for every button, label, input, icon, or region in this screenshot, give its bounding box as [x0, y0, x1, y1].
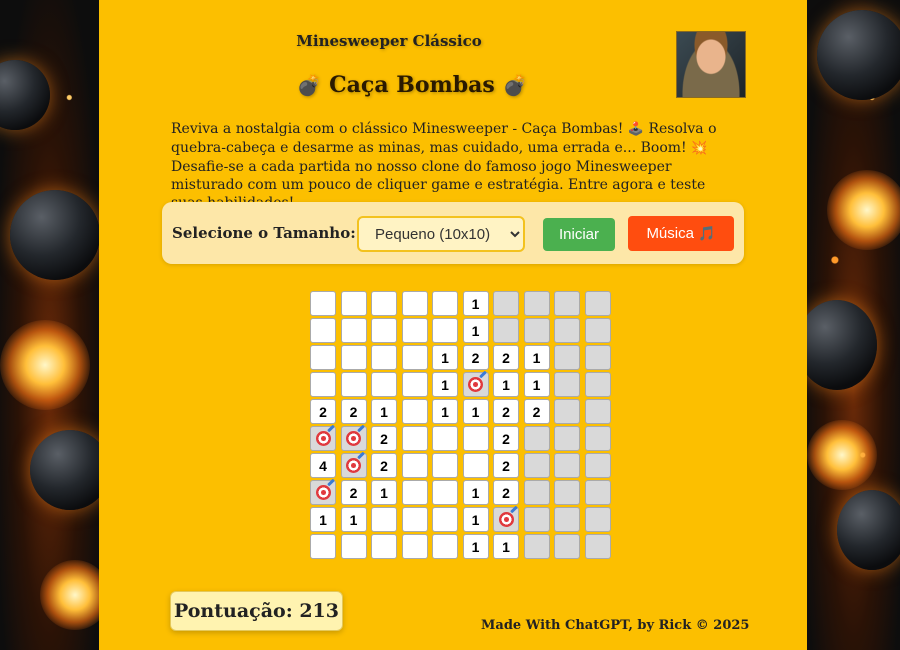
board-cell-number[interactable]: 2 — [371, 426, 397, 451]
board-cell-empty[interactable] — [402, 480, 428, 505]
board-cell-closed[interactable] — [524, 426, 550, 451]
board-cell-empty[interactable] — [371, 318, 397, 343]
board-cell-closed[interactable] — [585, 453, 611, 478]
board-cell-number[interactable]: 1 — [432, 345, 458, 370]
explosion-icon: 💥 — [691, 141, 708, 156]
board-cell-empty[interactable] — [310, 534, 336, 559]
board-cell-number[interactable]: 1 — [524, 372, 550, 397]
board-cell-closed[interactable] — [585, 399, 611, 424]
bomb-icon: 💣 — [502, 73, 528, 97]
board-cell-empty[interactable] — [310, 345, 336, 370]
board-cell-empty[interactable] — [402, 507, 428, 532]
board-cell-number[interactable]: 1 — [463, 291, 489, 316]
board-cell-empty[interactable] — [432, 480, 458, 505]
bomb-image — [837, 490, 900, 570]
board-cell-closed[interactable] — [524, 507, 550, 532]
board-cell-closed[interactable] — [554, 345, 580, 370]
footer-credit: Made With ChatGPT, by Rick © 2025 — [481, 618, 750, 633]
board-cell-empty[interactable] — [463, 426, 489, 451]
bomb-icon: 💣 — [296, 73, 322, 97]
board-cell-empty[interactable] — [402, 534, 428, 559]
board-cell-empty[interactable] — [341, 534, 367, 559]
board-cell-closed[interactable] — [585, 426, 611, 451]
board-cell-number[interactable]: 2 — [493, 480, 519, 505]
board-cell-closed[interactable] — [524, 534, 550, 559]
description-text: Desafie-se a cada partida no nosso clone do famoso jogo Minesweeper misturado com um pouco de cliquer game e estratégia. Entre agora e teste — [171, 159, 706, 193]
board-cell-empty[interactable] — [402, 291, 428, 316]
start-button[interactable]: Iniciar — [543, 218, 615, 251]
board-cell-number[interactable]: 2 — [524, 399, 550, 424]
board-cell-closed[interactable] — [554, 534, 580, 559]
board-cell-number[interactable]: 2 — [371, 453, 397, 478]
board-cell-closed[interactable] — [554, 291, 580, 316]
explosion-image — [807, 420, 877, 490]
bomb-image — [807, 300, 877, 390]
music-note-icon: 🎵 — [698, 226, 716, 242]
board-cell-number[interactable]: 1 — [524, 345, 550, 370]
board-cell-empty[interactable] — [341, 318, 367, 343]
target-flag-icon — [346, 431, 361, 446]
board-cell-number[interactable]: 1 — [371, 480, 397, 505]
game-board — [310, 291, 615, 563]
board-cell-empty[interactable] — [432, 507, 458, 532]
board-cell-closed[interactable] — [554, 480, 580, 505]
board-cell-number[interactable]: 1 — [310, 507, 336, 532]
board-cell-number[interactable]: 2 — [310, 399, 336, 424]
board-cell-empty[interactable] — [371, 291, 397, 316]
size-select[interactable] — [357, 216, 525, 252]
board-cell-closed[interactable] — [585, 507, 611, 532]
board-cell-closed[interactable] — [524, 291, 550, 316]
board-cell-empty[interactable] — [371, 372, 397, 397]
board-cell-number[interactable]: 1 — [463, 480, 489, 505]
bomb-image — [0, 60, 50, 130]
board-cell-empty[interactable] — [371, 534, 397, 559]
score-display: Pontuação: 213 — [170, 591, 343, 631]
explosion-image — [0, 320, 90, 410]
target-flag-icon — [316, 485, 331, 500]
music-button-label: Música — [646, 225, 694, 242]
board-cell-empty[interactable] — [432, 426, 458, 451]
page-title — [99, 72, 725, 98]
board-cell-closed[interactable] — [554, 453, 580, 478]
bomb-image — [10, 190, 99, 280]
board-cell-empty[interactable] — [432, 291, 458, 316]
board-cell-number[interactable]: 1 — [432, 399, 458, 424]
board-cell-empty[interactable] — [371, 507, 397, 532]
target-flag-icon — [346, 458, 361, 473]
board-cell-closed[interactable] — [524, 453, 550, 478]
board-cell-empty[interactable] — [371, 345, 397, 370]
board-cell-closed[interactable] — [554, 318, 580, 343]
board-cell-empty[interactable] — [402, 399, 428, 424]
board-cell-empty[interactable] — [402, 426, 428, 451]
board-cell-empty[interactable] — [341, 291, 367, 316]
board-cell-number[interactable]: 2 — [493, 399, 519, 424]
board-cell-empty[interactable] — [432, 318, 458, 343]
target-flag-icon — [468, 377, 483, 392]
board-cell-number[interactable]: 2 — [463, 345, 489, 370]
board-cell-flagged[interactable] — [341, 426, 367, 451]
board-cell-closed[interactable] — [493, 318, 519, 343]
board-cell-empty[interactable] — [402, 318, 428, 343]
board-cell-closed[interactable] — [554, 399, 580, 424]
board-cell-number[interactable]: 2 — [493, 453, 519, 478]
board-cell-flagged[interactable] — [310, 426, 336, 451]
size-label: Selecione o Tamanho: — [172, 224, 356, 242]
board-cell-empty[interactable] — [432, 534, 458, 559]
right-background-art — [807, 0, 900, 650]
main-panel — [99, 0, 807, 650]
page-subtitle: Minesweeper Clássico — [296, 32, 482, 50]
game-description — [171, 120, 741, 212]
board-cell-closed[interactable] — [585, 534, 611, 559]
board-cell-number[interactable]: 1 — [341, 507, 367, 532]
board-cell-number[interactable]: 1 — [463, 507, 489, 532]
board-cell-closed[interactable] — [493, 291, 519, 316]
board-cell-number[interactable]: 1 — [493, 372, 519, 397]
board-cell-number[interactable]: 2 — [341, 480, 367, 505]
target-flag-icon — [499, 512, 514, 527]
board-cell-number[interactable]: 4 — [310, 453, 336, 478]
board-cell-number[interactable]: 1 — [463, 399, 489, 424]
board-cell-flagged[interactable] — [493, 507, 519, 532]
board-cell-closed[interactable] — [554, 507, 580, 532]
board-cell-empty[interactable] — [341, 345, 367, 370]
board-cell-empty[interactable] — [463, 453, 489, 478]
controls-panel — [162, 202, 744, 264]
board-cell-empty[interactable] — [310, 318, 336, 343]
explosion-image — [40, 560, 99, 630]
explosion-image — [827, 170, 900, 250]
board-cell-empty[interactable] — [402, 372, 428, 397]
board-cell-number[interactable]: 1 — [371, 399, 397, 424]
board-cell-closed[interactable] — [585, 372, 611, 397]
board-cell-closed[interactable] — [554, 426, 580, 451]
description-text: Reviva a nostalgia com o clássico Minesweeper - Caça Bombas! — [171, 121, 628, 137]
board-cell-empty[interactable] — [432, 453, 458, 478]
board-cell-number[interactable]: 2 — [493, 345, 519, 370]
joystick-icon: 🕹️ — [627, 122, 645, 137]
left-background-art — [0, 0, 99, 650]
board-cell-flagged[interactable] — [341, 453, 367, 478]
board-cell-number[interactable]: 2 — [493, 426, 519, 451]
board-cell-number[interactable]: 1 — [432, 372, 458, 397]
board-cell-closed[interactable] — [585, 291, 611, 316]
board-cell-empty[interactable] — [402, 453, 428, 478]
board-cell-closed[interactable] — [585, 345, 611, 370]
board-cell-flagged[interactable] — [463, 372, 489, 397]
board-cell-closed[interactable] — [554, 372, 580, 397]
board-cell-empty[interactable] — [310, 372, 336, 397]
board-cell-number[interactable]: 1 — [493, 534, 519, 559]
target-flag-icon — [316, 431, 331, 446]
board-cell-empty[interactable] — [402, 345, 428, 370]
music-button[interactable] — [628, 216, 734, 251]
board-cell-closed[interactable] — [524, 318, 550, 343]
avatar-image — [676, 31, 746, 98]
board-cell-flagged[interactable] — [310, 480, 336, 505]
board-cell-number[interactable]: 1 — [463, 318, 489, 343]
board-cell-closed[interactable] — [524, 480, 550, 505]
board-cell-number[interactable]: 2 — [341, 399, 367, 424]
page-title-text: Caça Bombas — [329, 72, 495, 98]
board-cell-empty[interactable] — [341, 372, 367, 397]
description-text: Resolva o quebra-cabeça e desarme as minas, mas cuidado, uma errada e... Boom! — [171, 121, 717, 156]
bomb-image — [817, 10, 900, 100]
board-cell-number[interactable]: 1 — [463, 534, 489, 559]
board-cell-closed[interactable] — [585, 318, 611, 343]
board-cell-empty[interactable] — [310, 291, 336, 316]
bomb-image — [30, 430, 99, 510]
board-cell-closed[interactable] — [585, 480, 611, 505]
